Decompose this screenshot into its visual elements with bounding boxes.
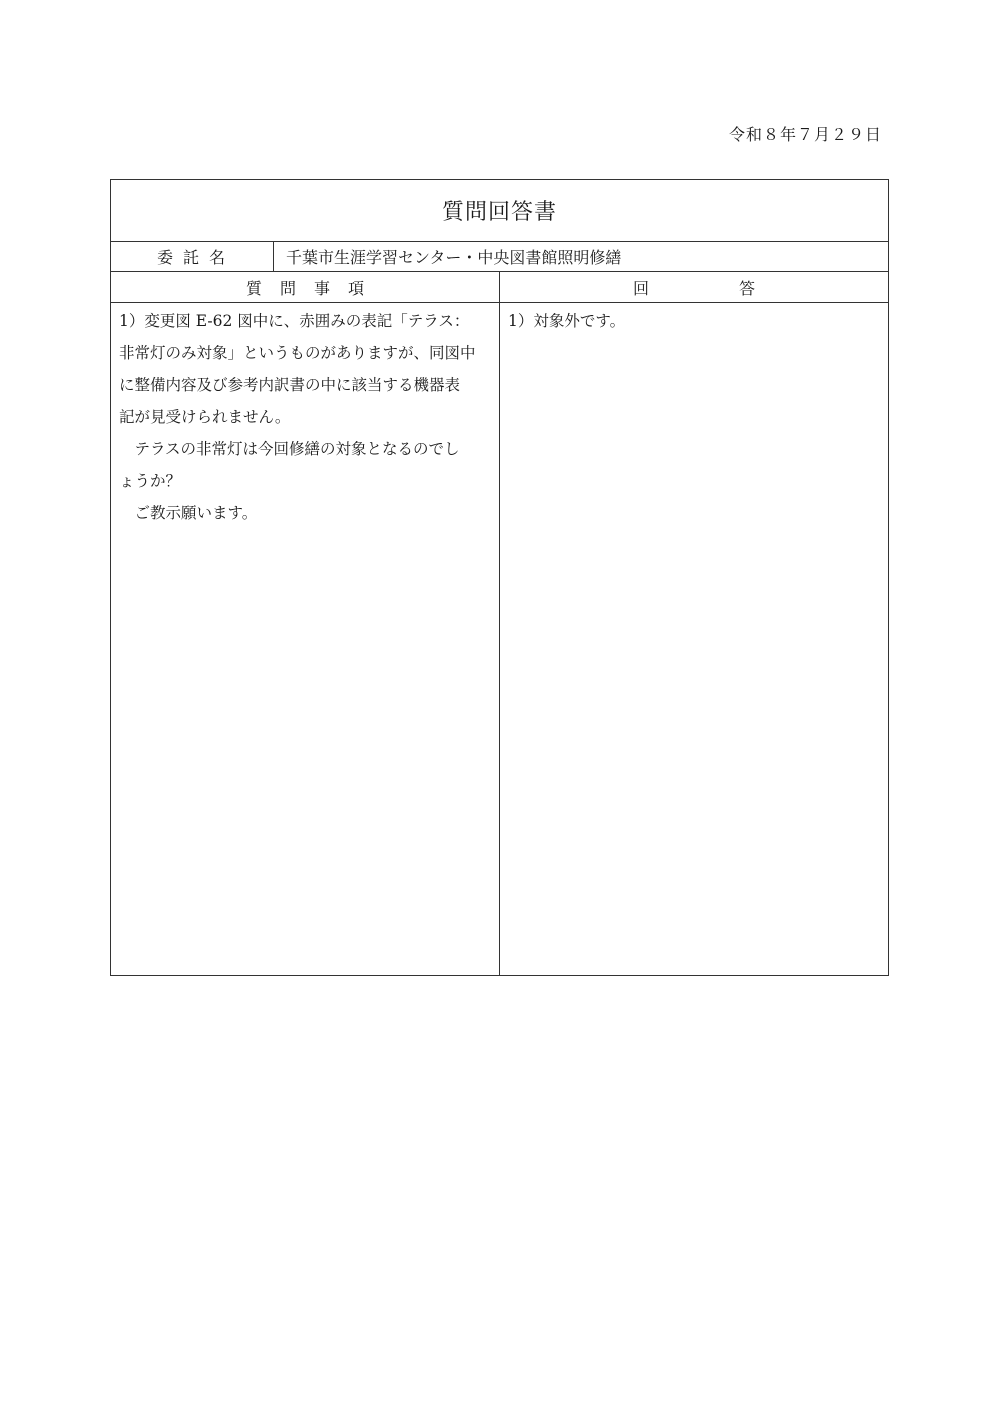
form-title: 質問回答書: [111, 180, 888, 242]
question-closing: ご教示願います。: [134, 504, 258, 522]
answer-text: 1）対象外です。: [508, 312, 626, 330]
contract-name: 千葉市生涯学習センター・中央図書館照明修繕: [286, 248, 622, 267]
content-row: [111, 303, 888, 975]
answer-cell: [500, 303, 888, 975]
question-line: テラスの非常灯は今回修繕の対象となるのでし: [134, 440, 460, 458]
question-line: 1）変更図 E-62 図中に、赤囲みの表記「テラス：: [119, 312, 470, 330]
question-line: に整備内容及び参考内訳書の中に該当する機器表: [119, 376, 461, 394]
qa-form: [110, 179, 889, 976]
question-cell: [111, 303, 500, 975]
question-line: 非常灯のみ対象」というものがありますが、同図中: [119, 344, 476, 362]
document-date: 令和８年７月２９日: [728, 125, 882, 144]
answer-header: 回答: [632, 278, 845, 298]
contract-label: 委託名: [111, 242, 274, 271]
question-line: ょうか？: [119, 472, 182, 490]
contract-row: [111, 242, 888, 272]
question-line: 記が見受けられません。: [119, 408, 291, 426]
column-header-row: [111, 272, 888, 303]
question-header: 質問事項: [111, 272, 500, 302]
